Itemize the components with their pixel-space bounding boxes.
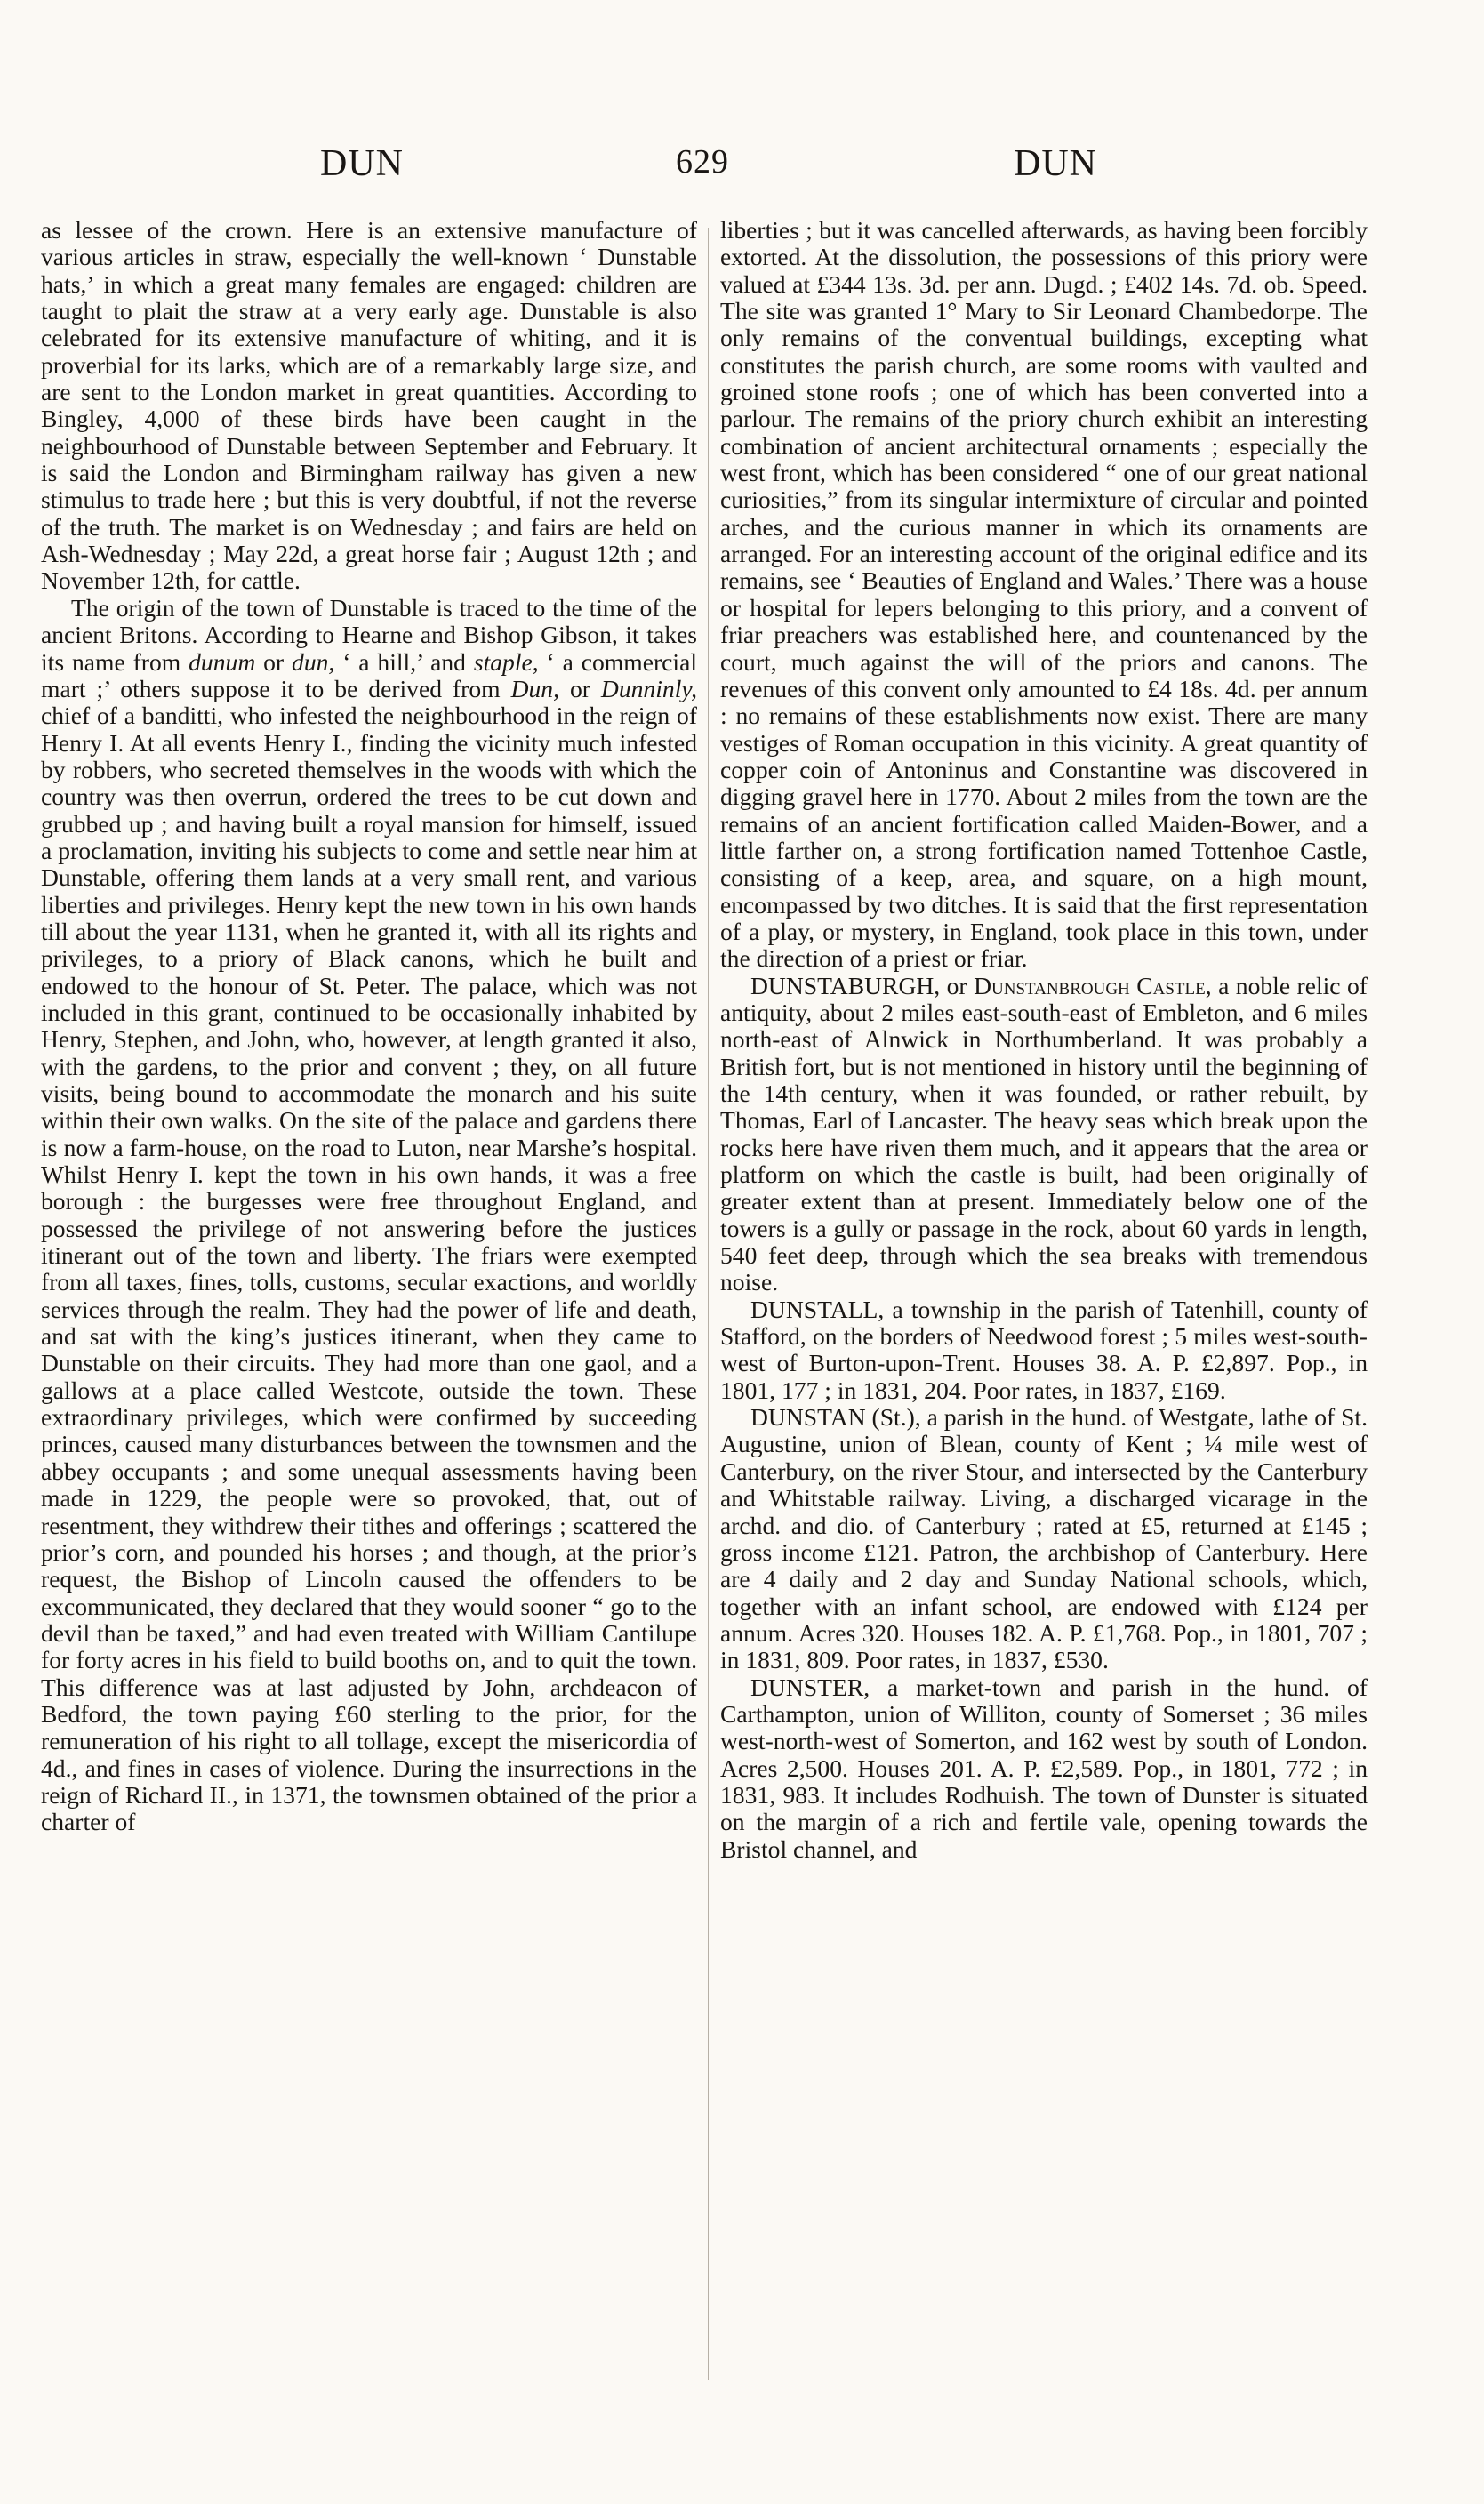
italic-term: staple, <box>473 647 539 676</box>
dunstable-trade-paragraph: as lessee of the crown. Here is an extensive manufacture of various articles in straw, especially the well-known ‘ Dunstable hats,’ in which a great many females are engaged: children are taught to plait the straw at a very early age. Dunstable is also celebrated for its extensive manufacture of whiting, and it is proverbial for its larks, which are of a remarkably large size, and are sent to the London market in great quantities. According to Bingley, 4,000 of these birds have been caught in the neighbourhood of Dunstable between September and February. It is said the London and Birmingham railway has given a new stimulus to trade here ; but this is very doubtful, if not the reverse of the truth. The market is on Wednesday ; and fairs are held on Ash-Wednesday ; May 22d, a great horse fair ; August 12th ; and November 12th, for cattle. <box>41 216 697 595</box>
entry-dunstan: DUNSTAN (St.), a parish in the hund. of Westgate, lathe of St. Augustine, union of Blean, county of Kent ; ¼ mile west of Canterbury, on the river Stour, and intersected by the Canterbury and Whitstable railway. Living, a discharged vicarage in the archd. and dio. of Canterbury ; rated at £5, returned at £145 ; gross income £121. Patron, the archbishop of Canterbury. Here are 4 daily and 2 day and Sunday National schools, which, together with an infant school, are endowed with £124 per annum. Acres 320. Houses 182. A. P. £1,768. Pop., in 1801, 707 ; in 1831, 809. Poor rates, in 1837, £530. <box>720 1403 1368 1674</box>
column-divider <box>708 228 709 2380</box>
running-head-left: DUN <box>320 143 404 184</box>
left-column <box>41 217 697 1836</box>
entry-body: a noble relic of antiquity, about 2 miles east-south-east of Embleton, and 6 miles north-east of Alnwick in Northumberland. It was probably a British fort, but is not mentioned in history until the beginning of the 14th century, when it was founded, or rather rebuilt, by Thomas, Earl of Lancaster. The heavy seas which break upon the rocks here have riven them much, and it appears that the area or platform on which the castle is built, had been originally of greater extent than at present. Immediately below one of the towers is a gully or passage in the rock, about 60 yards in length, 540 feet deep, through which the sea breaks with tremendous noise. <box>720 971 1368 1296</box>
entry-dunstall: DUNSTALL, a township in the parish of Tatenhill, county of Stafford, on the borders of Needwood forest ; 5 miles west-south-west of Burton-upon-Trent. Houses 38. A. P. £2,897. Pop., in 1801, 177 ; in 1831, 204. Poor rates, in 1837, £169. <box>720 1295 1368 1404</box>
dunstable-priory-paragraph: liberties ; but it was cancelled afterwards, as having been forcibly extorted. At the dissolution, the possessions of this priory were valued at £344 13s. 3d. per ann. Dugd. ; £402 14s. 7d. ob. Speed. The site was granted 1° Mary to Sir Leonard Chambedorpe. The only remains of the conventual buildings, excepting what constitutes the parish church, are some rooms with vaulted and groined stone roofs ; one of which has been converted into a parlour. The remains of the priory church exhibit an interesting combination of ancient architectural ornaments ; especially the west front, which has been considered “ one of our great national curiosities,” from its singular intermixture of circular and pointed arches, and the curious manner in which its ornaments are arranged. For an interesting account of the original edifice and its remains, see ‘ Beauties of England and Wales.’ There was a house or hospital for lepers belonging to this priory, and a convent of friar preachers was established here, and countenanced by the court, much against the will of the priors and canons. The revenues of this convent only amounted to £4 18s. 4d. per annum : no remains of these establishments now exist. There are many vestiges of Roman occupation in this vicinity. A great quantity of copper coin of Antoninus and Constantine was discovered in digging gravel here in 1770. About 2 miles from the town are the remains of an ancient fortification called Maiden-Bower, and a little farther on, a strong fortification named Tottenhoe Castle, consisting of a keep, area, and square, on a high mount, encompassed by two ditches. It is said that the first representation of a play, or mystery, in England, took place in this town, under the direction of a priest or friar. <box>720 216 1368 973</box>
entry-headword: DUNSTABURGH, or <box>750 971 975 999</box>
text-run: or <box>255 647 293 676</box>
text-run: The origin of the town of Dunstable is traced to the time of the ancient Britons. According to Hearne and Bishop Gibson, it takes its name from <box>41 593 697 676</box>
page-number: 629 <box>676 143 729 181</box>
italic-term: Dun, <box>510 674 559 702</box>
text-run: chief of a banditti, who infested the neighbourhood in the reign of Henry I. At all events Henry I., finding the vicinity much infested by robbers, who secreted themselves in the woods with which the country was then overrun, ordered the trees to be cut down and grubbed up ; and having built a royal mansion for himself, issued a proclamation, inviting his subjects to come and settle near him at Dunstable, offering them lands at a very small rent, and various liberties and privileges. Henry kept the new town in his own hands till about the year 1131, when he granted it, with all its rights and privileges, to a priory of Black canons, which he built and endowed to the honour of St. Peter. The palace, which was not included in this grant, continued to be occasionally inhabited by Henry, Stephen, and John, who, however, at length granted it also, with the gardens, to the prior and convent ; they, on all future visits, being bound to accommodate the monarch and his suite within their own walks. On the site of the palace and gardens there is now a farm-house, on the road to Luton, near Marshe’s hospital. Whilst Henry I. kept the town in his own hands, it was a free borough : the burgesses were free throughout England, and possessed the privilege of not answering before the justices itinerant out of the town and liberty. The friars were exempted from all taxes, fines, tolls, customs, secular exactions, and worldly services through the realm. They had the power of life and death, and sat with the king’s justices itinerant, when they came to Dunstable on their circuits. They had more than one gaol, and a gallows at a place called Westcote, outside the town. These extraordinary privileges, which were confirmed by succeeding princes, caused many disturbances between the townsmen and the abbey occupants ; and some unequal assessments having been made in 1229, the people were so provoked, that, out of resentment, they withdrew their tithes and offerings ; scattered the prior’s corn, and pounded his horses ; and though, at the prior’s request, the Bishop of Lincoln caused the offenders to be excommunicated, they declared that they would sooner “ go to the devil than be taxed,” and had even treated with William Cantilupe for forty acres in his field to build booths on, and to quit the town. This difference was at last adjusted by John, archdeacon of Bedford, the town paying £60 sterling to the prior, for the remuneration of his right to all tollage, except the misericordia of 4d., and fines in cases of violence. During the insurrections in the reign of Richard II., in 1371, the townsmen obtained of the prior a charter of <box>41 702 697 1836</box>
italic-term: dun, <box>292 647 335 676</box>
entry-dunstaburgh <box>720 973 1368 1296</box>
text-run: ‘ a commercial mart ;’ others suppose it to be derived from <box>41 647 697 702</box>
entry-alt-name: Dunstanbrough Castle, <box>974 971 1212 999</box>
running-head-right: DUN <box>1014 143 1097 184</box>
italic-term: Dunninly, <box>600 674 697 702</box>
italic-term: dunum <box>189 647 256 676</box>
entry-dunster: DUNSTER, a market-town and parish in the hund. of Carthampton, union of Williton, county of Somerset ; 36 miles west-north-west of Somerton, and 162 west by south of London. Acres 2,500. Houses 201. A. P. £2,589. Pop., in 1801, 772 ; in 1831, 983. It includes Rodhuish. The town of Dunster is situated on the margin of a rich and fertile vale, opening towards the Bristol channel, and <box>720 1673 1368 1863</box>
dunstable-origin-paragraph <box>41 595 697 1836</box>
text-run: or <box>559 674 601 702</box>
right-column <box>720 217 1368 1863</box>
text-run: ‘ a hill,’ and <box>334 647 474 676</box>
